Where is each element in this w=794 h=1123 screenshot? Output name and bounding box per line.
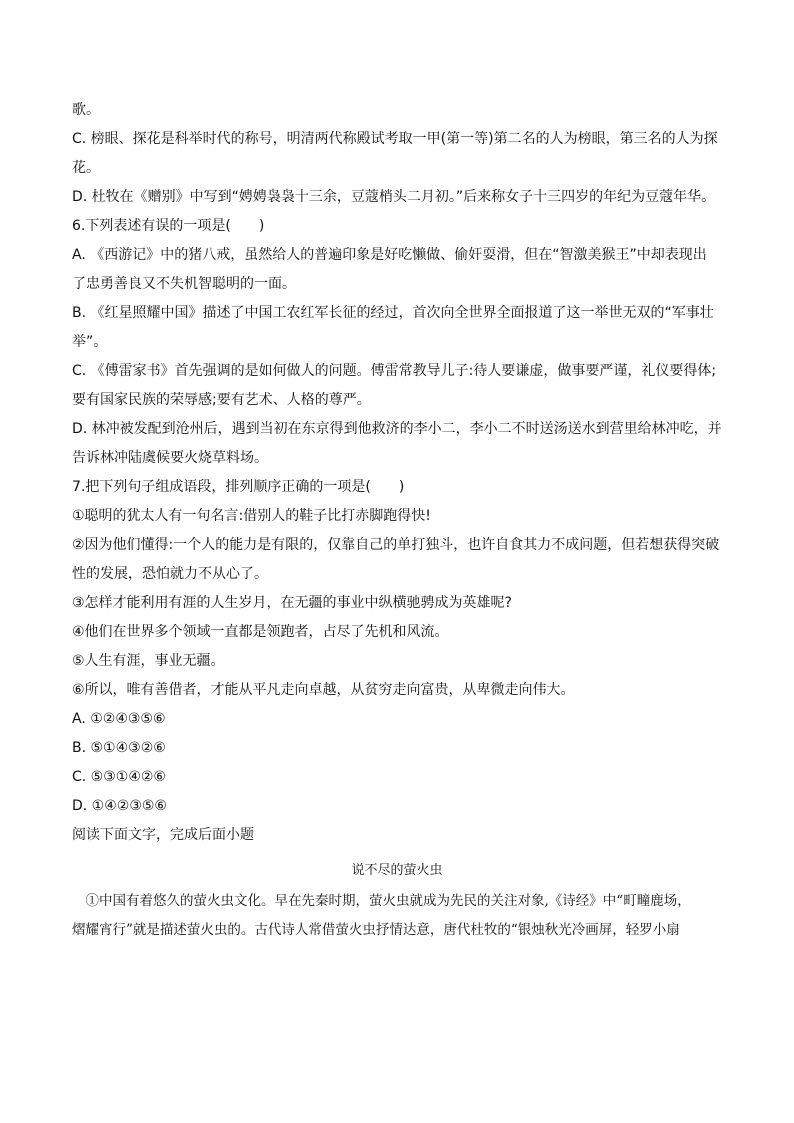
passage-line: ①中国有着悠久的萤火虫文化。早在先秦时期，萤火虫就成为先民的关注对象,《诗经》中“町疃鹿场， (72, 893, 691, 909)
sentence-5: ⑤人生有涯，事业无疆。 (72, 653, 225, 669)
question-6-option-a: A. 《西游记》中的猪八戒，虽然给人的普遍印象是好吃懒做、偷奸耍滑，但在“智激美猴王”中却表现出 (72, 247, 707, 263)
passage-title: 说不尽的萤火虫 (351, 863, 443, 878)
question-7-stem: 7.把下列句子组成语段，排列顺序正确的一项是( ) (72, 479, 405, 495)
sentence-4: ④他们在世界多个领域一直都是领跑者，占尽了先机和风流。 (72, 624, 449, 640)
question-7-option-a: A. ①②④③⑤⑥ (72, 711, 166, 727)
reading-instruction: 阅读下面文字，完成后面小题 (72, 827, 254, 843)
sentence-3: ③怎样才能利用有涯的人生岁月，在无疆的事业中纵横驰骋成为英雄呢? (72, 595, 512, 611)
page-content (72, 96, 722, 945)
text-line: D. 杜牧在《赠别》中写到“娉娉袅袅十三余，豆蔻梢头二月初。”后来称女子十三四岁的年纪为豆蔻年华。 (72, 189, 716, 205)
text-line: 告诉林冲陆虞候要火烧草料场。 (72, 450, 268, 466)
question-7-option-b: B. ⑤①④③②⑥ (72, 740, 166, 756)
text-line: 花。 (72, 160, 100, 176)
sentence-6: ⑥所以，唯有善借者，才能从平凡走向卓越，从贫穷走向富贵，从卑微走向伟大。 (72, 682, 575, 698)
question-6-option-d: D. 林冲被发配到沧州后，遇到当初在东京得到他救济的李小二，李小二不时送汤送水到营里给林冲吃，并 (72, 421, 722, 437)
question-6-option-b: B. 《红星照耀中国》描述了中国工农红军长征的经过，首次向全世界全面报道了这一举世无双的“军事壮 (72, 305, 714, 321)
text-line: 了忠勇善良又不失机智聪明的一面。 (72, 276, 296, 292)
question-7-option-c: C. ⑤③①④②⑥ (72, 769, 166, 785)
text-line: 歌。 (72, 102, 100, 118)
passage-line: 熠耀宵行”就是描述萤火虫的。古代诗人常借萤火虫抒情达意，唐代杜牧的“银烛秋光冷画屏，轻罗小扇 (72, 922, 680, 938)
text-line: 举”。 (72, 334, 108, 350)
sentence-2: ②因为他们懂得:一个人的能力是有限的，仅靠自己的单打独斗，也许自食其力不成问题，但若想获得突破 (72, 537, 720, 553)
question-6-option-c: C. 《傅雷家书》首先强调的是如何做人的问题。傅雷常教导儿子:待人要谦虚，做事要严谨，礼仪要得体; (72, 363, 717, 379)
text-line: 要有国家民族的荣辱感;要有艺术、人格的尊严。 (72, 392, 371, 408)
text-line: 性的发展，恐怕就力不从心了。 (72, 566, 268, 582)
sentence-1: ①聪明的犹太人有一句名言:借别人的鞋子比打赤脚跑得快! (72, 508, 431, 524)
question-6-stem: 6.下列表述有误的一项是( ) (72, 218, 265, 234)
text-line: C. 榜眼、探花是科举时代的称号，明清两代称殿试考取一甲(第一等)第二名的人为榜眼，第三名的人为探 (72, 131, 718, 147)
question-7-option-d: D. ①④②③⑤⑥ (72, 798, 167, 814)
